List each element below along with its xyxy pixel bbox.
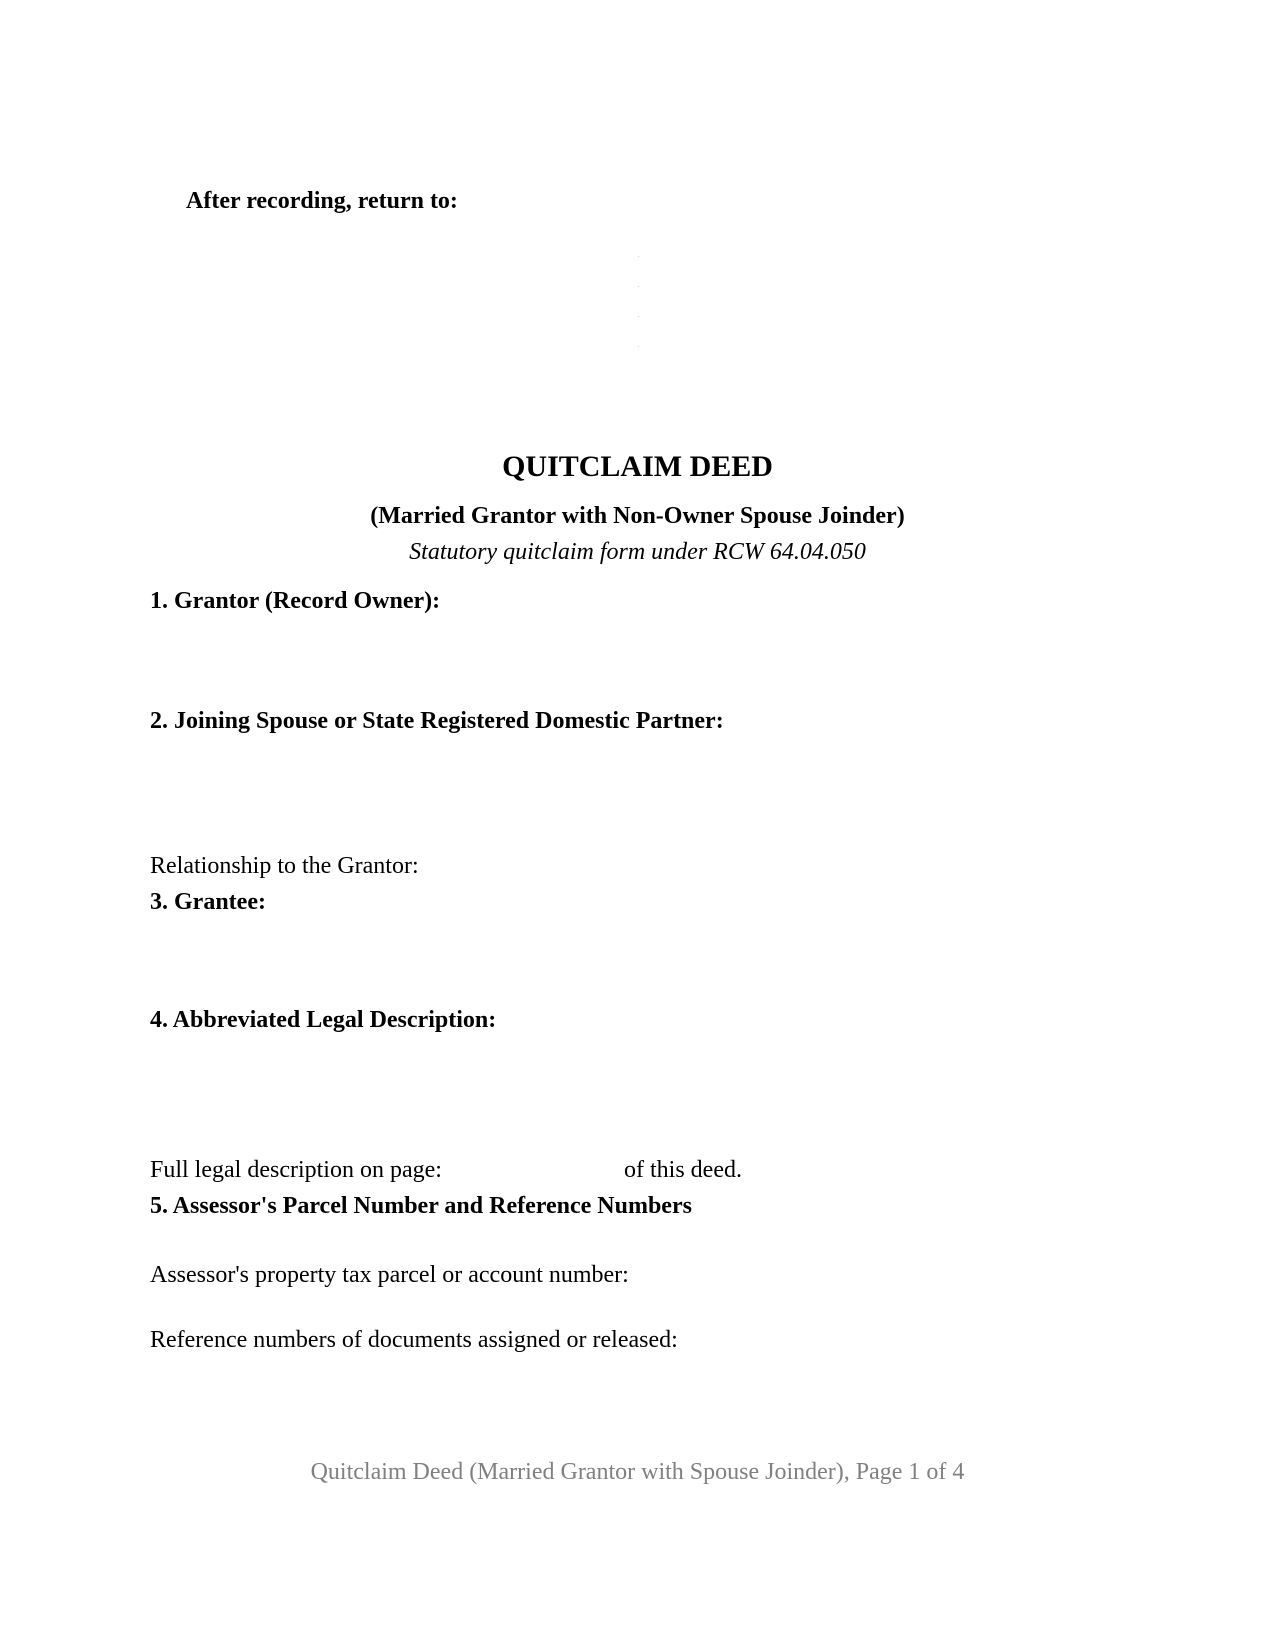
reference-numbers-label: Reference numbers of documents assigned or released: [150, 1327, 678, 1353]
return-to-label: After recording, return to: [186, 188, 458, 214]
legal-description-heading: 4. Abbreviated Legal Description: [150, 1007, 497, 1033]
grantee-heading: 3. Grantee: [150, 889, 266, 915]
document-subtitle: (Married Grantor with Non-Owner Spouse Joinder) [370, 503, 905, 529]
joining-spouse-heading: 2. Joining Spouse or State Registered Domestic Partner: [150, 708, 724, 734]
relationship-label: Relationship to the Grantor: [150, 853, 419, 879]
parcel-numbers-heading: 5. Assessor's Parcel Number and Reference Numbers [150, 1193, 692, 1219]
document-title: QUITCLAIM DEED [502, 450, 773, 483]
statute-reference: Statutory quitclaim form under RCW 64.04.050 [409, 539, 866, 565]
full-legal-description-label: Full legal description on page: [150, 1157, 442, 1183]
page-footer: Quitclaim Deed (Married Grantor with Spouse Joinder), Page 1 of 4 [310, 1459, 965, 1485]
grantor-heading: 1. Grantor (Record Owner): [150, 588, 441, 614]
parcel-number-label: Assessor's property tax parcel or account number: [150, 1262, 629, 1288]
full-legal-description-suffix: of this deed. [624, 1157, 742, 1183]
